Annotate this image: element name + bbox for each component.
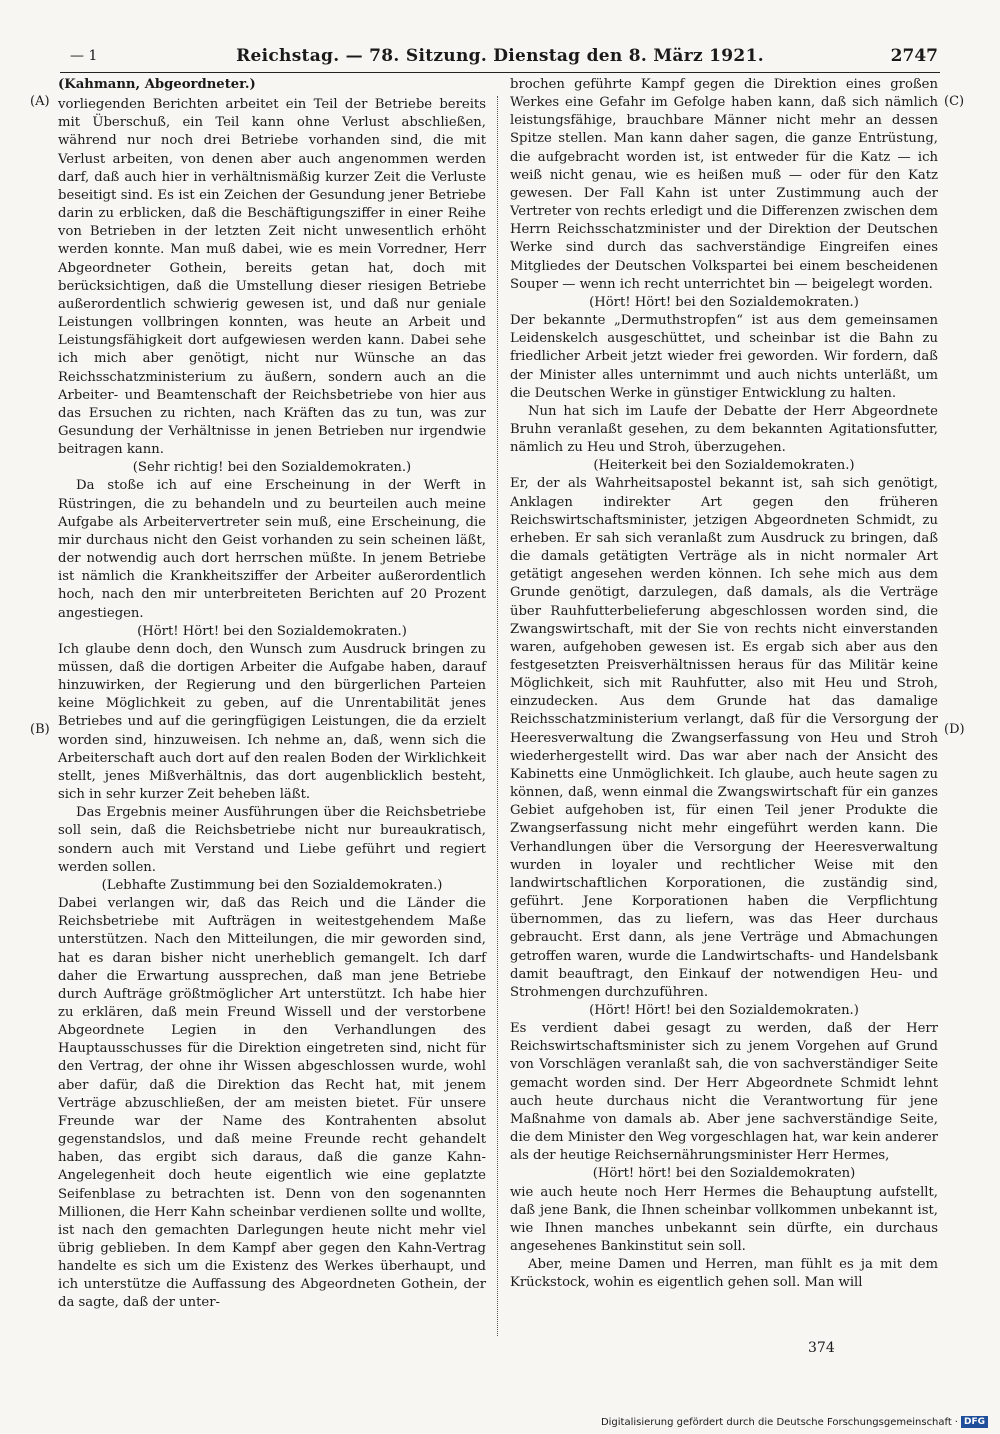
margin-mark-b: (B) — [30, 722, 50, 737]
paragraph: Es verdient dabei gesagt zu werden, daß der Herr Reichswirtschaftsminister sich zu jenem Vorgehen auf Grund von Vorschlägen veranlaßt sah, die von sachverständiger Seite gemacht worden sind. Der Herr Abgeordnete Schmidt lehnt auch heute durchaus nicht die Verantwortung für jene Maßnahme von damals ab. Aber jene sachverständige Seite, die dem Minister den Weg vorgeschlagen hat, war kein anderer als der heutige Reichsernährungsminister Herr Hermes, — [510, 1021, 938, 1164]
page-number: 2747 — [890, 46, 938, 66]
paragraph: Ich glaube denn doch, den Wunsch zum Ausdruck bringen zu müssen, daß die dortigen Arbeiter die Aufgabe haben, darauf hinzuwirken, der Regierung und den bürgerlichen Parteien keine Möglichkeit zu geben, auf die Unrentabilität jenes Betriebes und auf die geringfügigen Leistungen, die da erzielt worden sind, hinzuweisen. Ich nehme an, daß, wenn sich die Arbeiterschaft auch dort auf den realen Boden der Wirklichkeit stellt, jenes Mißverhältnis, das dort augenblicklich besteht, sich in sehr kurzer Zeit beheben läßt. — [58, 641, 486, 803]
paragraph: Das Ergebnis meiner Ausführungen über die Reichsbetriebe soll sein, daß die Reichsbetriebe nicht nur bureaukratisch, sondern auch mit Verstand und Liebe geführt und regiert werden sollen. — [58, 805, 486, 875]
interjection: (Hört! Hört! bei den Sozialdemokraten.) — [137, 623, 407, 639]
interjection: (Hört! Hört! bei den Sozialdemokraten.) — [589, 1002, 859, 1018]
interjection: (Heiterkeit bei den Sozialdemokraten.) — [593, 458, 855, 474]
margin-mark-c: (C) — [944, 94, 965, 109]
speaker-label: (Kahmann, Abgeordneter.) — [58, 77, 256, 92]
margin-mark-a: (A) — [30, 94, 50, 109]
interjection: (Hört! Hört! bei den Sozialdemokraten.) — [589, 294, 859, 310]
paragraph: wie auch heute noch Herr Hermes die Behauptung aufstellt, daß jene Bank, die Ihnen scheinbar vollkommen unbekannt ist, wie Ihnen manches unbekannt sein dürfte, ein durchaus angesehenes Bankinstitut sein soll. — [510, 1184, 938, 1254]
interjection: (Sehr richtig! bei den Sozialdemokraten.) — [132, 460, 412, 476]
paragraph: Er, der als Wahrheitsapostel bekannt ist, sah sich genötigt, Anklagen indirekter Art gegen den früheren Reichswirtschaftsminister, jetzigen Abgeordneten Schmidt, zu erheben. Er sah sich veranlaßt zum Ausdruck zu bringen, daß die damals getätigten Verträge als in nicht normaler Art getätigt angesehen werden können. Ich sehe mich aus dem Grunde genötigt, darzulegen, daß damals, als die Verträge über Rauhfutterbelieferung abgeschlossen worden sind, die Zwangswirtschaft, mit der Sie von rechts nicht einverstanden waren, aufgehoben gewesen ist. Es ergab sich aber aus den festgesetzten Preisverhältnissen heraus für das Militär keine Möglichkeit, sich mit Rauhfutter, also mit Heu und Stroh, einzudecken. Aus dem Grunde hat das damalige Reichsschatzministerium verlangt, daß für die Versorgung der Heeresverwaltung die Zwangserfassung von Heu und Stroh wiederhergestellt wird. Das war aber nach der Ansicht des Kabinetts eine Unmöglichkeit. Ich glaube, auch heute sagen zu können, daß, wenn einmal die Zwangswirtschaft für ein ganzes Gebiet aufgehoben ist, für einen Teil jener Produkte die Zwangserfassung nicht mehr eingeführt werden kann. Die Verhandlungen über die Versorgung der Heeresverwaltung wurden in loyaler und rechtlicher Weise mit den landwirtschaftlichen Korporationen, die zuständig sind, geführt. Jene Korporationen haben die Verpflichtung übernommen, das zu liefern, was das Heer durchaus gebraucht. Erst dann, als jene Verträge und Abmachungen getroffen waren, wurde die Landwirtschafts- und Handelsbank damit beauftragt, den Einkauf der notwendigen Heu- und Strohmengen durchzuführen. — [510, 476, 938, 1000]
paragraph: Dabei verlangen wir, daß das Reich und die Länder die Reichsbetriebe mit Aufträgen in weitestgehendem Maße unterstützen. Nach den Mitteilungen, die mir geworden sind, hat es daran bisher nicht unerheblich gemangelt. Ich darf daher die Erwartung aussprechen, daß man jene Betriebe durch Aufträge größtmöglicher Art unterstützt. Ich habe hier zu erklären, daß mein Freund Wissell und der verstorbene Abgeordnete Legien in den Verhandlungen des Hauptausschusses für die Direktion eingetreten sind, nicht für den Vertrag, der ohne ihr Wissen abgeschlossen wurde, wohl aber dafür, daß die Direktion das Recht hat, mit jenem Verträge abzuschließen, der am meisten bietet. Für unsere Freunde war der Name des Kontrahenten absolut gegenstandslos, und daß meine Freunde recht gehandelt haben, das ergibt sich daraus, daß die ganze Kahn-Angelegenheit doch heute eigentlich wie eine geplatzte Seifenblase zu betrachten ist. Denn von den sogenannten Millionen, die Herr Kahn scheinbar verdienen sollte und wollte, ist nach den gemachten Darlegungen heute nicht mehr viel übrig geblieben. In dem Kampf aber gegen den Kahn-Vertrag handelte es sich um die Existenz des Werkes überhaupt, und ich unterstütze die Auffassung des Abgeordneten Gothein, der da sagte, daß der unter- — [58, 896, 486, 1311]
paragraph: vorliegenden Berichten arbeitet ein Teil der Betriebe bereits mit Überschuß, ein Teil kann ohne Verlust abschließen, während nur noch drei Betriebe vorhanden sind, die mit Verlust arbeiten, von denen aber auch angenommen werden darf, daß auch hier in verhältnismäßig kurzer Zeit die Verluste beseitigt sind. Es ist ein Zeichen der Gesundung jener Betriebe darin zu erblicken, daß die Beschäftigungsziffer in einer Reihe von Betrieben in der letzten Zeit nicht unwesentlich erhöht werden konnte. Man muß dabei, wie es mein Vorredner, Herr Abgeordneter Gothein, bereits getan hat, doch mit berücksichtigen, daß die Umstellung dieser riesigen Betriebe außerordentlich schwierig gewesen ist, und daß nur geniale Leistungen vollbringen konnten, was heute an Arbeit und Leistungsfähigkeit dort aufgewiesen werden kann. Dabei sehe ich mich aber genötigt, nicht nur Wünsche an das Reichsschatzministerium zu äußern, sondern auch an die Arbeiter- und Beamtenschaft der Reichsbetriebe von hier aus das Ersuchen zu richten, nach Kräften das zu tun, was zur Gesundung der Verhältnisse in jenen Betrieben nur irgendwie beitragen kann. — [58, 97, 486, 458]
running-title: Reichstag. — 78. Sitzung. Dienstag den 8. März 1921. — [236, 46, 764, 66]
paragraph: Aber, meine Damen und Herren, man fühlt es ja mit dem Krückstock, wohin es eigentlich gehen soll. Man will — [510, 1257, 938, 1291]
column-separator — [497, 96, 498, 1336]
paragraph: Der bekannte „Dermuthstropfen“ ist aus dem gemeinsamen Leidenskelch ausgeschüttet, und scheinbar ist die Bahn zu friedlicher Arbeit jetzt wieder frei geworden. Wir fordern, daß der Minister alles unternimmt und auch nichts unterläßt, um die Deutschen Werke in günstiger Entwicklung zu halten. — [510, 313, 938, 401]
paragraph: brochen geführte Kampf gegen die Direktion eines großen Werkes eine Gefahr im Gefolge haben kann, daß sich nämlich leistungsfähige, brauchbare Männer nicht mehr an dessen Spitze stellen. Man kann daher sagen, die ganze Entrüstung, die aufgebracht worden ist, ist entweder für die Katz — ich weiß nicht genau, wie es heißen muß — oder für den Katz gewesen. Der Fall Kahn ist unter Zustimmung auch der Vertreter von rechts erledigt und die Differenzen zwischen dem Herrn Reichsschatzminister und der Direktion der Deutschen Werke sind durch das sachverständige Eingreifen eines Mitgliedes der Deutschen Volkspartei bei einem bescheidenen Souper — wenn ich recht unterrichtet bin — beigelegt worden. — [510, 77, 938, 292]
signature-mark: 374 — [808, 1340, 835, 1356]
page-header — [0, 40, 1000, 74]
header-left-mark: — 1 — [70, 48, 98, 64]
paragraph: Nun hat sich im Laufe der Debatte der Herr Abgeordnete Bruhn veranlaßt gesehen, zu dem bekannten Agitationsfutter, nämlich zu Heu und Stroh, überzugehen. — [510, 403, 938, 456]
right-column — [510, 76, 938, 1292]
header-rule — [60, 72, 940, 73]
credit-text: Digitalisierung gefördert durch die Deutsche Forschungsgemeinschaft — [600, 1416, 952, 1428]
left-column — [58, 76, 486, 1313]
dfg-logo: DFG — [961, 1416, 988, 1428]
interjection: (Hört! hört! bei den Sozialdemokraten) — [592, 1166, 856, 1182]
interjection: (Lebhafte Zustimmung bei den Sozialdemokraten.) — [101, 877, 443, 893]
digitization-credit: Digitalisierung gefördert durch die Deutsche Forschungsgemeinschaft · DFG — [601, 1416, 988, 1428]
paragraph: Da stoße ich auf eine Erscheinung in der Werft in Rüstringen, die zu behandeln und zu beurteilen auch meine Aufgabe als Arbeitervertreter sein muß, eine Erscheinung, die mir durchaus nicht den Geist vorhanden zu sein scheinen läßt, der notwendig auch dort herrschen müßte. In jenem Betriebe ist nämlich die Krankheitsziffer der Arbeiter außerordentlich hoch, nach den mir unterbreiteten Berichten auf 20 Prozent angestiegen. — [58, 478, 486, 621]
margin-mark-d: (D) — [944, 722, 965, 737]
